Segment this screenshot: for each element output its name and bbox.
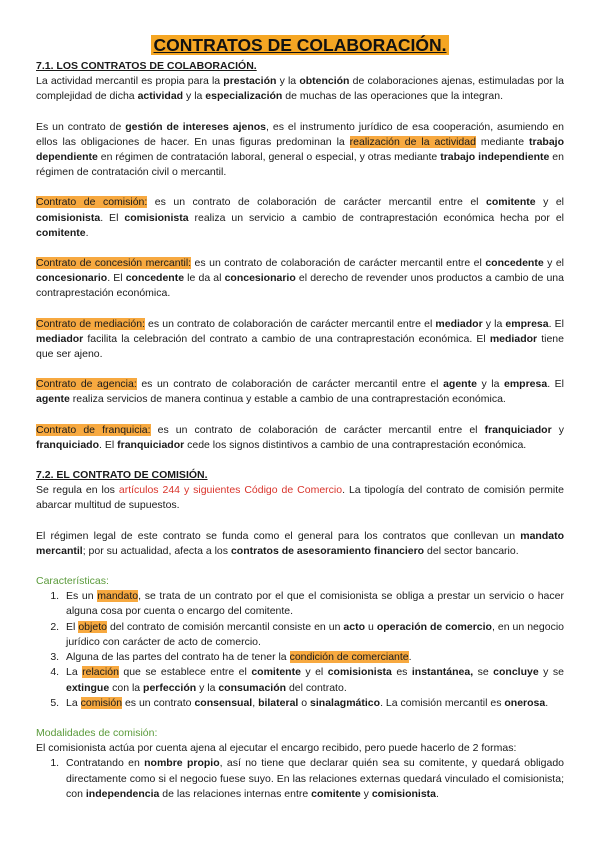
bold-text: concedente [485, 257, 544, 270]
list-item: 5. La comisión es un contrato consensual, bilateral o sinalagmático. La comisión mercantil es onerosa. [62, 696, 564, 711]
bold-text: empresa [505, 317, 549, 330]
list-item: 1. Contratando en nombre propio, así no tiene que declarar quién sea su comitente, y quedará obligado directamente como si el negocio fuese suyo. En las relaciones externas quedará vinculado el comisionista; con independencia de las relaciones internas entre comitente y comisionista. [62, 756, 564, 802]
definition-agencia: Contrato de agencia: es un contrato de colaboración de carácter mercantil entre el agente y la empresa. El agente realiza servicios de manera continua y estable a cambio de una contraprestación económica. [36, 378, 565, 406]
section-heading-7-2: 7.2. EL CONTRATO DE COMISIÓN. [36, 469, 208, 482]
bold-text: agente [36, 393, 70, 406]
highlighted-text: comisión [80, 696, 123, 709]
bold-text: concesionario [36, 272, 108, 285]
bold-text: obtención [299, 75, 350, 88]
definition-franquicia: Contrato de franquicia: es un contrato de colaboración de carácter mercantil entre el franquiciador y franquiciado. El franquiciador cede los signos distintivos a cambio de una contraprestación económica. [36, 423, 564, 451]
bold-text: empresa [504, 378, 548, 391]
bold-text: extingue [66, 681, 110, 694]
bold-text: franquiciador [484, 423, 552, 436]
document-title: CONTRATOS DE COLABORACIÓN. [0, 35, 600, 56]
list-item: 2. El objeto del contrato de comisión mercantil consiste en un acto u operación de comercio, en un negocio jurídico con carácter de acto de comercio. [62, 620, 564, 650]
bold-text: consensual [194, 696, 253, 709]
document-body [36, 59, 564, 802]
definition-comision: Contrato de comisión: es un contrato de colaboración de carácter mercantil entre el comitente y el comisionista. El comisionista realiza un servicio a cambio de contraprestación económica hecha por el comitente. [36, 196, 564, 239]
bold-text: comisionista [36, 211, 101, 224]
bold-text: bilateral [258, 696, 299, 709]
bold-text: agente [443, 378, 477, 391]
paragraph: Es un contrato de gestión de intereses ajenos, es el instrumento jurídico de esa cooperación, asumiendo en ellos las obligaciones de hacer. En unas figuras predominan la realización de la actividad mediante trabajo dependiente en régimen de contratación laboral, general o especial, y otras mediante trabajo independiente en régimen de contratación civil o mercantil. [36, 120, 565, 179]
bold-text: trabajo independiente [440, 151, 550, 164]
bold-text: comitente [36, 226, 86, 239]
modalidades-list [36, 756, 564, 802]
bold-text: onerosa [504, 696, 546, 709]
paragraph: El régimen legal de este contrato se funda como el general para los contratos que conllevan un mandato mercantil; por su actualidad, afecta a los contratos de asesoramiento financiero del sector bancario. [36, 529, 564, 557]
highlighted-text: Contrato de agencia: [36, 378, 137, 391]
bold-text: consumación [218, 681, 287, 694]
bold-text: comitente [311, 787, 361, 800]
bold-text: mediador [36, 332, 84, 345]
highlighted-text: condición de comerciante [289, 651, 409, 664]
bold-text: concedente [125, 272, 185, 285]
highlighted-text: relación [82, 666, 119, 679]
bold-text: concesionario [224, 272, 296, 285]
highlighted-text: Contrato de mediación: [36, 317, 145, 330]
bold-text: comisionista [124, 211, 189, 224]
list-item: 1. Es un mandato, se trata de un contrato por el que el comisionista se obliga a prestar un servicio o hacer alguna cosa por cuenta o encargo del comitente. [62, 589, 564, 619]
bold-text: operación de comercio [376, 620, 492, 633]
bold-text: nombre propio [144, 757, 220, 770]
legal-reference: artículos 244 y siguientes Código de Comercio [118, 484, 343, 497]
section-heading-7-1: 7.1. LOS CONTRATOS DE COLABORACIÓN. [36, 60, 257, 72]
paragraph: El comisionista actúa por cuenta ajena al ejecutar el encargo recibido, pero puede hacerlo de 2 formas: [36, 742, 517, 755]
bold-text: comitente [485, 196, 536, 209]
bold-text: concluye [493, 666, 539, 679]
bold-text: actividad [137, 90, 184, 103]
bold-text: comisionista [327, 666, 392, 679]
paragraph: Se regula en los artículos 244 y siguientes Código de Comercio. La tipología del contrato de comisión permite abarcar multitud de supuestos. [36, 484, 564, 512]
definition-concesion: Contrato de concesión mercantil: es un contrato de colaboración de carácter mercantil entre el concedente y el concesionario. El concedente le da al concesionario el derecho de revender unos productos a cambio de una contraprestación económica. [36, 257, 564, 300]
highlighted-text: realización de la actividad [349, 135, 476, 148]
bold-text: mediador [489, 332, 538, 345]
bold-text: perfección [143, 681, 197, 694]
bold-text: acto [343, 620, 366, 633]
highlighted-text: Contrato de franquicia: [36, 423, 151, 436]
bold-text: franquiciador [117, 438, 185, 451]
highlighted-text: objeto [78, 620, 107, 633]
list-item: 3. Alguna de las partes del contrato ha de tener la condición de comerciante. [62, 650, 564, 665]
bold-text: mediador [435, 317, 483, 330]
bold-text: instantánea, [411, 666, 474, 679]
bold-text: gestión de intereses ajenos [125, 120, 267, 133]
paragraph: La actividad mercantil es propia para la prestación y la obtención de colaboraciones ajenas, estimuladas por la complejidad de dicha actividad y la especialización de muchas de las operaciones que la integran. [36, 75, 564, 103]
bold-text: comitente [251, 666, 301, 679]
definition-mediacion: Contrato de mediación: es un contrato de colaboración de carácter mercantil entre el mediador y la empresa. El mediador facilita la celebración del contrato a cambio de una contraprestación económica. El mediador tiene que ser ajeno. [36, 317, 564, 361]
bold-text: prestación [223, 75, 277, 88]
bold-text: comisionista [371, 787, 437, 800]
bold-text: independencia [85, 787, 160, 800]
bold-text: contratos de asesoramiento financiero [230, 544, 425, 557]
highlighted-text: Contrato de comisión: [36, 196, 148, 209]
list-item: 4. La relación que se establece entre el comitente y el comisionista es instantánea, se concluye y se extingue con la perfección y la consumación del contrato. [62, 665, 564, 695]
bold-text: sinalagmático [310, 696, 381, 709]
bold-text: mandato mercantil [36, 529, 564, 557]
highlighted-text: Contrato de concesión mercantil: [36, 257, 192, 270]
bold-text: especialización [205, 90, 283, 103]
caracteristicas-heading: Características: [36, 575, 109, 588]
caracteristicas-list [36, 589, 564, 711]
modalidades-heading: Modalidades de comisión: [36, 726, 158, 739]
highlighted-text: mandato [97, 590, 139, 603]
bold-text: franquiciado [36, 438, 100, 451]
bold-text: trabajo dependiente [36, 135, 564, 164]
